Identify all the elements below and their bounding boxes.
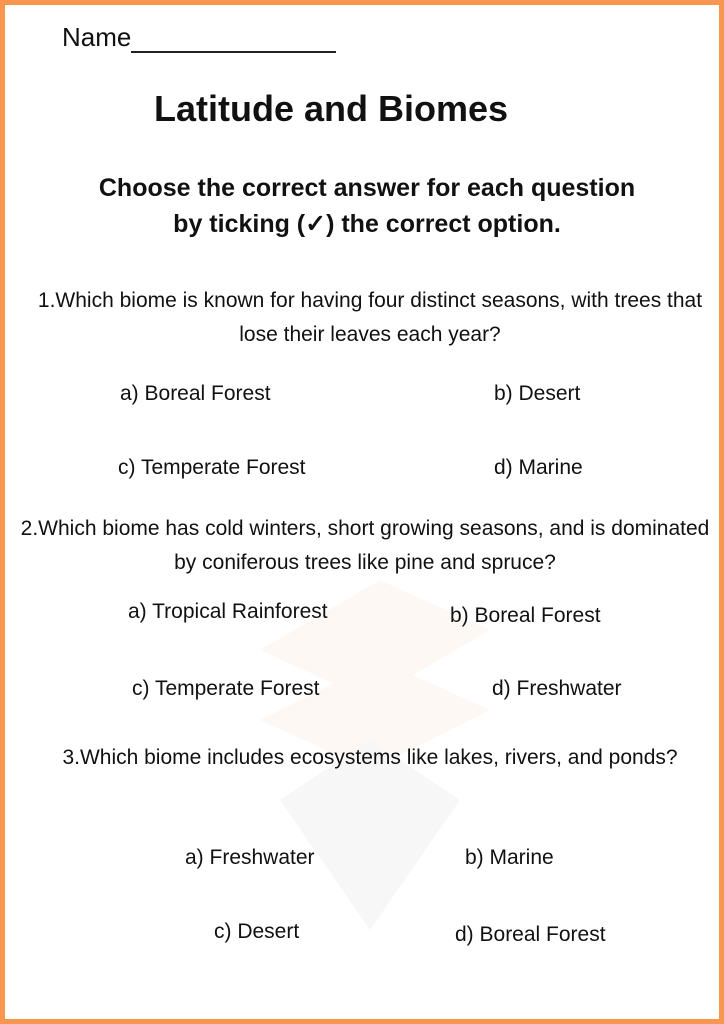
q2-option-b[interactable]: b) Boreal Forest	[450, 604, 601, 627]
question-1: 1.Which biome is known for having four distinct seasons, with trees that lose their leaves each year?	[37, 289, 703, 346]
name-field[interactable]	[62, 22, 336, 53]
instructions-line-1: Choose the correct answer for each question	[98, 174, 636, 202]
q3-option-d[interactable]: d) Boreal Forest	[455, 923, 606, 946]
q3-option-c[interactable]: c) Desert	[214, 920, 300, 943]
question-3: 3.Which biome includes ecosystems like lakes, rivers, and ponds?	[62, 746, 678, 769]
instructions-line-2: by ticking (✓) the correct option.	[173, 210, 561, 238]
q1-option-b[interactable]: b) Desert	[494, 382, 581, 405]
q1-option-a[interactable]: a) Boreal Forest	[120, 382, 271, 405]
name-blank-line[interactable]	[131, 27, 336, 53]
q2-option-a[interactable]: a) Tropical Rainforest	[128, 600, 328, 623]
q2-option-d[interactable]: d) Freshwater	[492, 677, 622, 700]
instructions	[0, 170, 724, 242]
question-2: 2.Which biome has cold winters, short growing seasons, and is dominated by coniferous trees like pine and spruce?	[20, 517, 710, 574]
q3-option-a[interactable]: a) Freshwater	[185, 846, 315, 869]
q3-option-b[interactable]: b) Marine	[465, 846, 554, 869]
worksheet-title: Latitude and Biomes	[153, 88, 509, 129]
q2-option-c[interactable]: c) Temperate Forest	[132, 677, 320, 700]
q1-option-d[interactable]: d) Marine	[494, 456, 583, 479]
name-label: Name	[62, 22, 132, 52]
q1-option-c[interactable]: c) Temperate Forest	[118, 456, 306, 479]
